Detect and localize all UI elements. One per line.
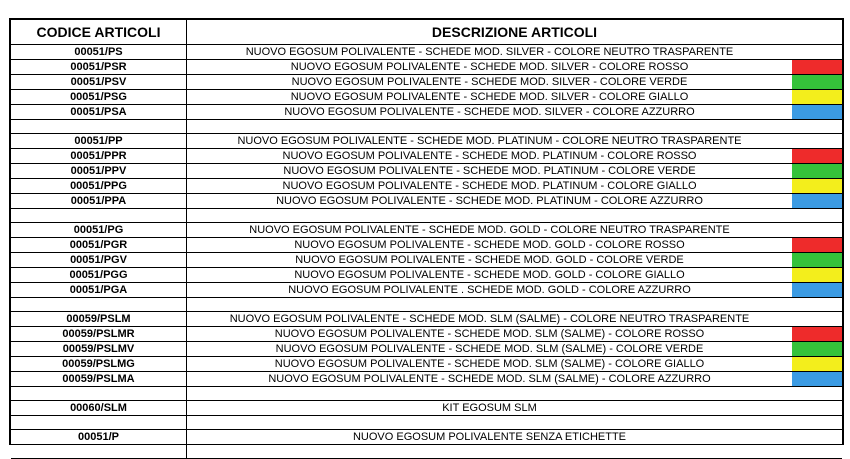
table-row	[11, 105, 842, 120]
color-swatch	[792, 179, 842, 193]
separator-cell	[11, 416, 187, 429]
color-swatch	[792, 90, 842, 104]
group-separator	[11, 209, 842, 223]
article-description: NUOVO EGOSUM POLIVALENTE - SCHEDE MOD. SLM (SALME) - COLORE ROSSO	[274, 328, 705, 340]
color-swatch	[792, 194, 842, 208]
table-header	[11, 20, 842, 45]
table-row	[11, 357, 842, 372]
article-code: 00059/PSLMA	[11, 372, 187, 386]
table-row	[11, 401, 842, 416]
separator-cell	[11, 298, 187, 311]
article-description: NUOVO EGOSUM POLIVALENTE - SCHEDE MOD. SILVER - COLORE NEUTRO TRASPARENTE	[245, 46, 734, 58]
article-code: 00051/PSR	[11, 60, 187, 74]
color-swatch	[792, 164, 842, 178]
article-table	[9, 18, 844, 445]
color-swatch	[792, 238, 842, 252]
article-code: 00059/PSLMR	[11, 327, 187, 341]
article-description: NUOVO EGOSUM POLIVALENTE . SCHEDE MOD. GOLD - COLORE AZZURRO	[288, 284, 691, 296]
color-swatch	[792, 357, 842, 371]
article-description: NUOVO EGOSUM POLIVALENTE - SCHEDE MOD. GOLD - COLORE GIALLO	[294, 269, 685, 281]
color-swatch	[792, 105, 842, 119]
color-swatch	[792, 283, 842, 297]
article-code: 00051/PPA	[11, 194, 187, 208]
separator-cell	[11, 209, 187, 222]
article-code: 00051/PPR	[11, 149, 187, 163]
article-code: 00059/PSLMG	[11, 357, 187, 371]
article-code: 00051/PGV	[11, 253, 187, 267]
article-description: NUOVO EGOSUM POLIVALENTE - SCHEDE MOD. SILVER - COLORE GIALLO	[290, 91, 689, 103]
table-row	[11, 45, 842, 60]
table-row	[11, 134, 842, 149]
group-separator	[11, 120, 842, 134]
table-row	[11, 238, 842, 253]
table-row	[11, 223, 842, 238]
article-code: 00051/PSG	[11, 90, 187, 104]
color-swatch	[792, 372, 842, 386]
table-row	[11, 312, 842, 327]
article-description: NUOVO EGOSUM POLIVALENTE - SCHEDE MOD. PLATINUM - COLORE ROSSO	[282, 150, 697, 162]
article-description: NUOVO EGOSUM POLIVALENTE - SCHEDE MOD. SLM (SALME) - COLORE NEUTRO TRASPARENTE	[229, 313, 750, 325]
group-separator	[11, 445, 842, 459]
header-code: CODICE ARTICOLI	[11, 20, 187, 44]
table-row	[11, 253, 842, 268]
article-code: 00051/PSV	[11, 75, 187, 89]
table-row	[11, 268, 842, 283]
group-separator	[11, 298, 842, 312]
table-row	[11, 283, 842, 298]
article-code: 00051/P	[11, 430, 187, 444]
article-description: NUOVO EGOSUM POLIVALENTE - SCHEDE MOD. PLATINUM - COLORE AZZURRO	[276, 195, 703, 207]
table-row	[11, 430, 842, 445]
table-row	[11, 75, 842, 90]
table-row	[11, 194, 842, 209]
table-row	[11, 90, 842, 105]
article-code: 00051/PS	[11, 45, 187, 59]
article-description: NUOVO EGOSUM POLIVALENTE SENZA ETICHETTE	[352, 431, 626, 443]
article-code: 00051/PPG	[11, 179, 187, 193]
color-swatch	[792, 75, 842, 89]
separator-cell	[11, 445, 187, 458]
article-description: NUOVO EGOSUM POLIVALENTE - SCHEDE MOD. SILVER - COLORE VERDE	[291, 76, 688, 88]
article-description: NUOVO EGOSUM POLIVALENTE - SCHEDE MOD. GOLD - COLORE NEUTRO TRASPARENTE	[249, 224, 730, 236]
header-description: DESCRIZIONE ARTICOLI	[431, 24, 598, 40]
group-separator	[11, 416, 842, 430]
table-row	[11, 149, 842, 164]
color-swatch	[792, 60, 842, 74]
article-description: NUOVO EGOSUM POLIVALENTE - SCHEDE MOD. PLATINUM - COLORE NEUTRO TRASPARENTE	[237, 135, 742, 147]
article-code: 00060/SLM	[11, 401, 187, 415]
table-row	[11, 164, 842, 179]
separator-cell	[11, 387, 187, 400]
article-description: NUOVO EGOSUM POLIVALENTE - SCHEDE MOD. PLATINUM - COLORE VERDE	[283, 165, 696, 177]
table-row	[11, 179, 842, 194]
article-code: 00051/PSA	[11, 105, 187, 119]
article-description: NUOVO EGOSUM POLIVALENTE - SCHEDE MOD. GOLD - COLORE ROSSO	[294, 239, 685, 251]
separator-cell	[11, 120, 187, 133]
article-code: 00059/PSLMV	[11, 342, 187, 356]
color-swatch	[792, 149, 842, 163]
article-code: 00051/PP	[11, 134, 187, 148]
article-code: 00051/PG	[11, 223, 187, 237]
article-description: NUOVO EGOSUM POLIVALENTE - SCHEDE MOD. GOLD - COLORE VERDE	[295, 254, 684, 266]
color-swatch	[792, 253, 842, 267]
article-description: NUOVO EGOSUM POLIVALENTE - SCHEDE MOD. SLM (SALME) - COLORE GIALLO	[274, 358, 705, 370]
article-code: 00051/PPV	[11, 164, 187, 178]
article-description: KIT EGOSUM SLM	[442, 402, 537, 414]
table-row	[11, 60, 842, 75]
article-description: NUOVO EGOSUM POLIVALENTE - SCHEDE MOD. SLM (SALME) - COLORE VERDE	[275, 343, 704, 355]
article-code: 00051/PGG	[11, 268, 187, 282]
article-description: NUOVO EGOSUM POLIVALENTE - SCHEDE MOD. SILVER - COLORE ROSSO	[290, 61, 689, 73]
article-code: 00051/PGR	[11, 238, 187, 252]
article-description: NUOVO EGOSUM POLIVALENTE - SCHEDE MOD. SILVER - COLORE AZZURRO	[284, 106, 695, 118]
table-row	[11, 372, 842, 387]
table-row	[11, 327, 842, 342]
article-description: NUOVO EGOSUM POLIVALENTE - SCHEDE MOD. PLATINUM - COLORE GIALLO	[282, 180, 697, 192]
color-swatch	[792, 327, 842, 341]
article-code: 00051/PGA	[11, 283, 187, 297]
color-swatch	[792, 268, 842, 282]
table-row	[11, 342, 842, 357]
article-description: NUOVO EGOSUM POLIVALENTE - SCHEDE MOD. SLM (SALME) - COLORE AZZURRO	[268, 373, 711, 385]
color-swatch	[792, 342, 842, 356]
group-separator	[11, 387, 842, 401]
article-code: 00059/PSLM	[11, 312, 187, 326]
